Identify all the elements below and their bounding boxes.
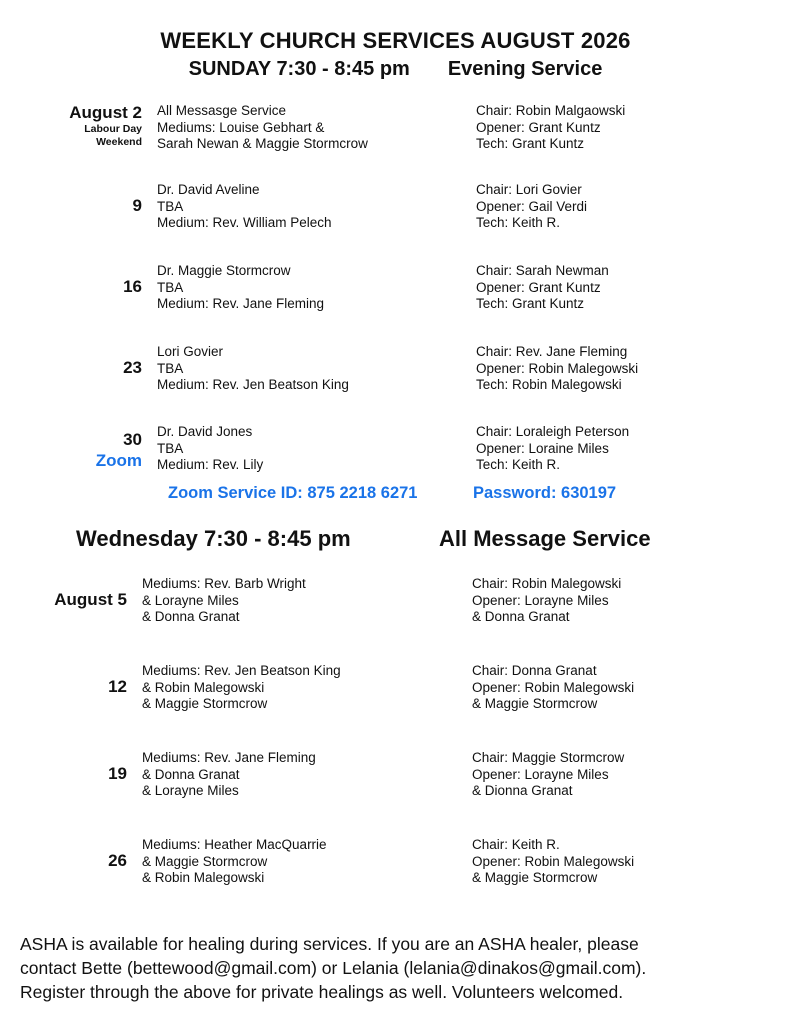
sunday-row — [0, 103, 791, 163]
detail-line: Dr. David Jones — [157, 424, 253, 439]
role-line: Opener: Lorayne Miles — [472, 592, 609, 608]
detail-line: Mediums: Rev. Barb Wright — [142, 576, 306, 591]
detail-line: TBA — [157, 198, 184, 214]
service-date — [30, 764, 127, 784]
role-line: Chair: Lori Govier — [476, 182, 582, 197]
date-note: Labour Day — [84, 123, 142, 135]
wednesday-service-name: All Message Service — [439, 526, 651, 551]
detail-line: & Maggie Stormcrow — [142, 696, 268, 712]
date-label: 9 — [132, 196, 142, 215]
role-line: & Dionna Granat — [472, 783, 573, 799]
role-line: Opener: Robin Malegowski — [472, 679, 635, 695]
service-roles — [476, 424, 629, 474]
role-line: Tech: Keith R. — [476, 457, 561, 473]
service-details — [157, 103, 368, 153]
notice-line: Register through the above for private healings as well. Volunteers welcomed. — [20, 982, 624, 1002]
role-line: Opener: Gail Verdi — [476, 198, 588, 214]
service-details — [142, 750, 316, 800]
role-line: & Maggie Stormcrow — [472, 696, 598, 712]
role-line: Tech: Grant Kuntz — [476, 296, 585, 312]
role-line: Opener: Robin Malegowski — [476, 360, 639, 376]
service-details — [157, 182, 332, 232]
role-line: Chair: Rev. Jane Fleming — [476, 344, 628, 359]
detail-line: & Lorayne Miles — [142, 783, 239, 799]
date-label: 16 — [123, 277, 142, 296]
detail-line: & Robin Malegowski — [142, 679, 265, 695]
role-line: Opener: Grant Kuntz — [476, 279, 601, 295]
role-line: & Maggie Stormcrow — [472, 870, 598, 886]
role-line: Chair: Donna Granat — [472, 663, 597, 678]
role-line: Tech: Robin Malegowski — [476, 377, 622, 393]
detail-line: Medium: Rev. Jane Fleming — [157, 296, 325, 312]
service-roles — [476, 344, 638, 394]
detail-line: Dr. Maggie Stormcrow — [157, 263, 291, 278]
sunday-row — [0, 182, 791, 242]
service-roles — [472, 837, 634, 887]
sunday-row — [0, 344, 791, 404]
notice-line: ASHA is available for healing during services. If you are an ASHA healer, please — [20, 934, 639, 954]
role-line: Opener: Loraine Miles — [476, 440, 609, 456]
date-note: Weekend — [96, 136, 142, 148]
detail-line: & Donna Granat — [142, 609, 240, 625]
detail-line: & Robin Malegowski — [142, 870, 265, 886]
service-roles — [476, 263, 609, 313]
wednesday-row — [0, 576, 791, 636]
wednesday-row — [0, 663, 791, 723]
page-title: WEEKLY CHURCH SERVICES AUGUST 2026 — [160, 28, 631, 53]
role-line: Opener: Lorayne Miles — [472, 766, 609, 782]
role-line: Tech: Grant Kuntz — [476, 136, 585, 152]
date-label: August 5 — [54, 590, 127, 609]
date-label: August 2 — [69, 103, 142, 122]
service-date — [40, 196, 142, 216]
role-line: Opener: Robin Malegowski — [472, 853, 635, 869]
service-date — [40, 277, 142, 297]
detail-line: TBA — [157, 279, 184, 295]
detail-line: Sarah Newan & Maggie Stormcrow — [157, 136, 368, 152]
detail-line: Medium: Rev. Jen Beatson King — [157, 377, 349, 393]
service-roles — [472, 663, 634, 713]
service-roles — [476, 103, 625, 153]
detail-line: Medium: Rev. William Pelech — [157, 215, 332, 231]
date-label: 26 — [108, 851, 127, 870]
role-line: Chair: Sarah Newman — [476, 263, 609, 278]
detail-line: Dr. David Aveline — [157, 182, 260, 197]
service-details — [157, 263, 324, 313]
wednesday-row — [0, 837, 791, 897]
service-roles — [472, 576, 621, 626]
sunday-row — [0, 263, 791, 323]
role-line: Tech: Keith R. — [476, 215, 561, 231]
zoom-service-id: Zoom Service ID: 875 2218 6271 — [168, 484, 418, 502]
service-roles — [476, 182, 587, 232]
notice-line: contact Bette (bettewood@gmail.com) or Lelania (lelania@dinakos@gmail.com). — [20, 958, 647, 978]
role-line: & Donna Granat — [472, 609, 570, 625]
detail-line: & Lorayne Miles — [142, 592, 239, 608]
role-line: Chair: Robin Malgaowski — [476, 103, 626, 118]
detail-line: & Donna Granat — [142, 766, 240, 782]
role-line: Chair: Maggie Stormcrow — [472, 750, 625, 765]
service-date — [30, 677, 127, 697]
detail-line: Lori Govier — [157, 344, 224, 359]
service-details — [157, 424, 263, 474]
healing-notice — [20, 932, 780, 1004]
detail-line: Mediums: Heather MacQuarrie — [142, 837, 327, 852]
date-label: 30 — [123, 430, 142, 449]
role-line: Opener: Grant Kuntz — [476, 119, 601, 135]
wednesday-time: Wednesday 7:30 - 8:45 pm — [76, 526, 351, 551]
service-details — [142, 663, 341, 713]
wednesday-row — [0, 750, 791, 810]
service-date — [40, 429, 142, 471]
service-date — [30, 851, 127, 871]
zoom-password: Password: 630197 — [473, 484, 617, 502]
service-date — [30, 590, 127, 610]
service-details — [142, 576, 306, 626]
role-line: Chair: Robin Malegowski — [472, 576, 622, 591]
sunday-row — [0, 424, 791, 484]
service-roles — [472, 750, 624, 800]
detail-line: Mediums: Rev. Jane Fleming — [142, 750, 316, 765]
detail-line: Medium: Rev. Lily — [157, 457, 264, 473]
zoom-label: Zoom — [95, 451, 142, 470]
service-date — [40, 103, 142, 149]
date-label: 23 — [123, 358, 142, 377]
detail-line: Mediums: Louise Gebhart & — [157, 119, 325, 135]
sunday-service-name: Evening Service — [447, 58, 603, 80]
service-details — [157, 344, 349, 394]
detail-line: TBA — [157, 440, 184, 456]
date-label: 12 — [108, 677, 127, 696]
detail-line: & Maggie Stormcrow — [142, 853, 268, 869]
role-line: Chair: Keith R. — [472, 837, 560, 852]
service-date — [40, 358, 142, 378]
detail-line: Mediums: Rev. Jen Beatson King — [142, 663, 341, 678]
sunday-header — [0, 58, 791, 81]
date-label: 19 — [108, 764, 127, 783]
service-details — [142, 837, 327, 887]
sunday-time: SUNDAY 7:30 - 8:45 pm — [188, 58, 410, 80]
detail-line: TBA — [157, 360, 184, 376]
role-line: Chair: Loraleigh Peterson — [476, 424, 630, 439]
detail-line: All Messasge Service — [157, 103, 287, 118]
